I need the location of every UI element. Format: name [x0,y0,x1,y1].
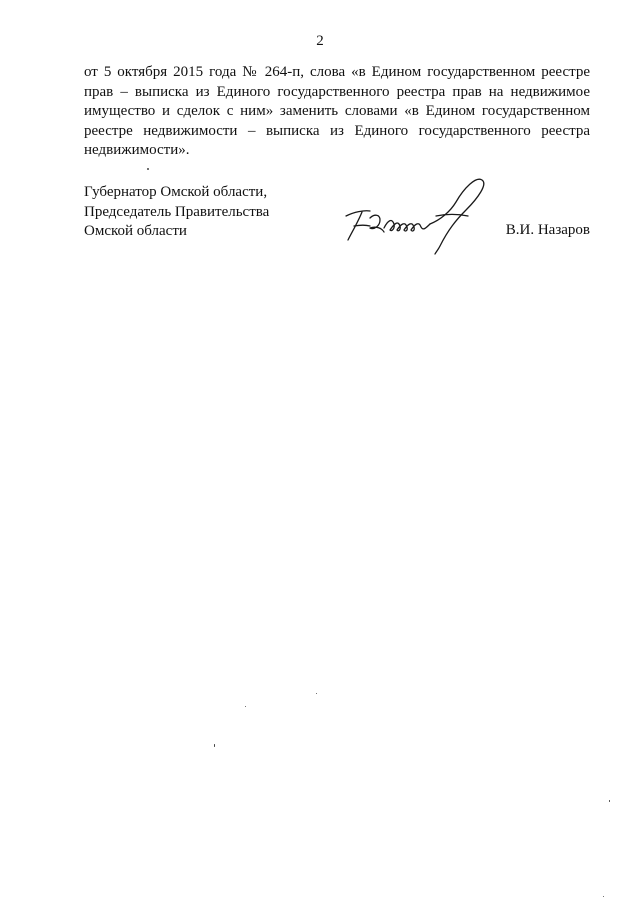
body-paragraph [84,63,590,161]
signatory-role-line: Губернатор Омской области, [84,184,268,200]
signer-name: В.И. Назаров [505,222,590,238]
scan-speck [603,896,604,897]
body-line: имущество и сделок с ним» заменить словами «в Едином государственном [84,103,590,119]
signatory-role-line: Председатель Правительства [84,203,270,220]
body-line: недвижимости». [84,142,190,158]
signatory-title [84,183,269,242]
scan-speck [214,744,215,747]
body-line: прав – выписка из Единого государственного реестра прав на недвижимое [84,83,590,100]
handwritten-signature [340,170,500,260]
scan-speck [245,706,246,707]
scan-speck [316,693,317,694]
page-number: 2 [316,33,324,49]
body-line: от 5 октября 2015 года № 264-п, слова «в Едином государственном реестре [84,64,590,80]
scan-speck [609,800,610,802]
body-line: реестре недвижимости – выписка из Единого государственного реестра [84,122,590,139]
scan-speck [147,168,149,170]
signatory-role-line: Омской области [84,223,187,239]
